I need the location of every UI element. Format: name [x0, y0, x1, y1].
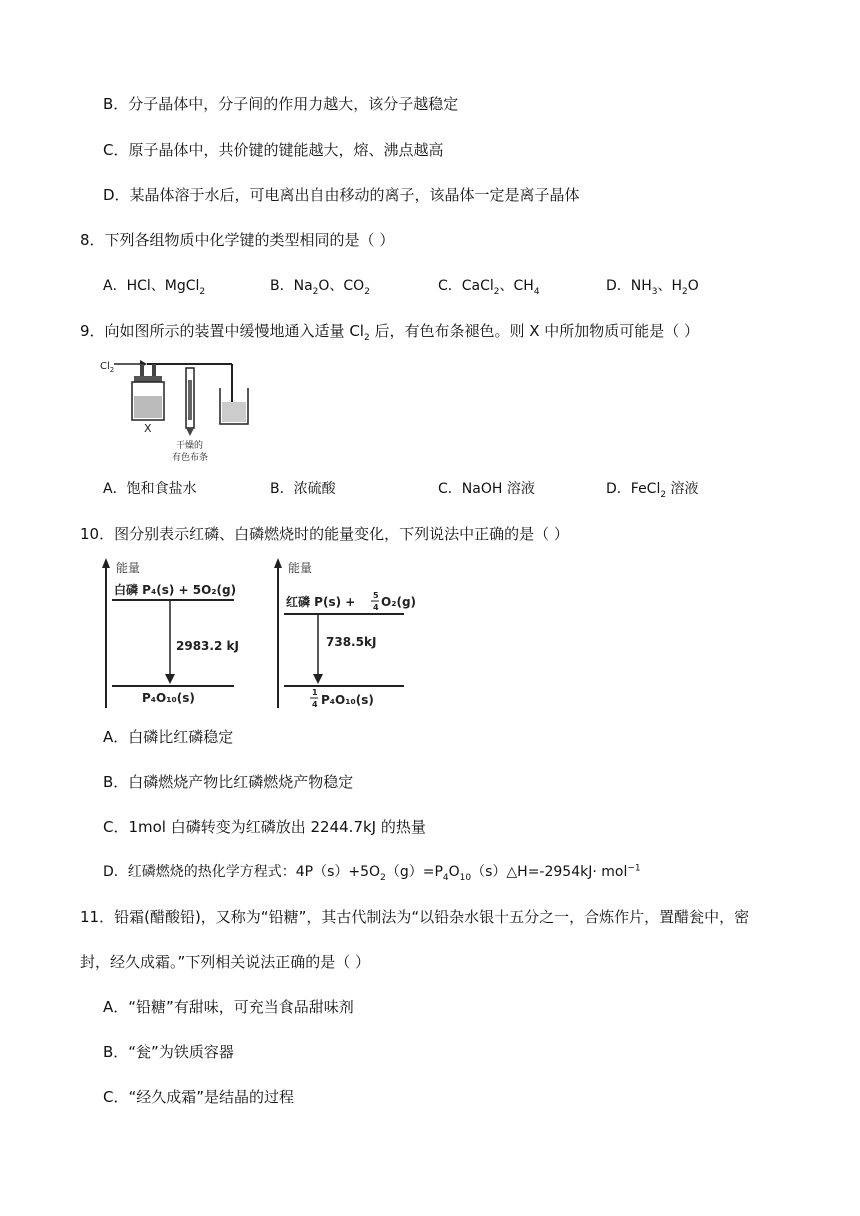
left-energy-value: 2983.2 kJ: [176, 639, 239, 653]
q7-option-b: B．分子晶体中，分子间的作用力越大，该分子越稳定: [103, 95, 459, 113]
q10-option-b: B．白磷燃烧产物比红磷燃烧产物稳定: [103, 773, 354, 791]
q11-stem-line1: 11．铅霜(醋酸铅)，又称为“铅糖”，其古代制法为“以铅杂水银十五分之一，合炼作片，置醋瓮中，密: [80, 908, 750, 926]
fig-bottle-liquid: [134, 396, 162, 418]
fig-label-dry: 干燥的: [176, 441, 204, 451]
right-axis-label: 能量: [288, 561, 313, 575]
q10-option-a: A．白磷比红磷稳定: [103, 728, 234, 746]
q11-stem-line2: 封，经久成霜。”下列相关说法正确的是（ ）: [80, 953, 371, 971]
q9-option-a: A．饱和食盐水: [103, 481, 197, 497]
q8-option-d: D．$NH_3$、$H_2O$: [606, 278, 699, 297]
q7-option-d: D．某晶体溶于水后，可电离出自由移动的离子，该晶体一定是离子晶体: [103, 186, 580, 204]
left-arrow-head-icon: [165, 674, 175, 684]
q11-option-a: A．“铅糖”有甜味，可充当食品甜味剂: [103, 998, 354, 1016]
q10-stem: 10．图分别表示红磷、白磷燃烧时的能量变化，下列说法中正确的是（ ）: [80, 525, 569, 543]
fig-label-cloth: 有色布条: [172, 453, 209, 463]
q8-stem: 8．下列各组物质中化学键的类型相同的是（ ）: [80, 231, 395, 249]
energy-diagram-red-phosphorus: [270, 556, 417, 712]
left-axis-label: 能量: [116, 561, 141, 575]
energy-diagram-white-phosphorus: [98, 556, 238, 712]
right-bottom-frac-num: 1: [312, 688, 318, 697]
left-top-level-label: 白磷 P₄(s) + 5O₂(g): [114, 583, 237, 597]
right-energy-value: 738.5kJ: [326, 635, 377, 649]
right-arrow-head-icon: [313, 674, 323, 684]
q9-option-b: B．浓硫酸: [270, 481, 336, 497]
svg-text:O₂(g): O₂(g): [381, 595, 417, 609]
fig-bottle-stopper: [134, 376, 162, 382]
right-top-level-label: 红磷 P(s) +: [286, 595, 356, 609]
apparatus-figure: [100, 350, 260, 462]
q8-option-c: C．CaCl$_2$、$CH_4$: [438, 278, 540, 297]
left-bottom-level-label: P₄O₁₀(s): [142, 691, 195, 705]
right-bottom-frac-den: 4: [312, 700, 318, 709]
q10-option-c: C．1mol 白磷转变为红磷放出 2244.7kJ 的热量: [103, 818, 426, 836]
q10-option-d: D．红磷燃烧的热化学方程式：$4P(s)+5O_2(g)=P_4O_{10}(s)\triangle H=-2954kJ\cdot mol^{-1}$: [103, 863, 641, 883]
q9-option-d: D．FeCl$_2$ 溶液: [606, 481, 699, 500]
q8-option-b: B．$Na_2O$、$CO_2$: [270, 278, 370, 297]
svg-text:4: 4: [373, 603, 379, 612]
fig-beaker-liquid: [222, 402, 246, 422]
q7-option-c: C．原子晶体中，共价键的键能越大，熔、沸点越高: [103, 141, 444, 159]
q9-option-c: C．NaOH 溶液: [438, 481, 535, 497]
q11-option-b: B．“瓮”为铁质容器: [103, 1043, 234, 1061]
q9-stem: 9．向如图所示的装置中缓慢地通入适量 $Cl_2$ 后，有色布条褪色。则 X 中所加物质可能是（ ）: [80, 322, 700, 343]
fig-cl2-label: $Cl_2$: [100, 361, 115, 374]
fig-x-label: X: [144, 422, 152, 435]
svg-text:5: 5: [373, 591, 379, 600]
q8-option-a: A．HCl、MgCl$_2$: [103, 278, 206, 297]
left-axis-arrow-icon: [102, 558, 110, 568]
right-axis-arrow-icon: [274, 558, 282, 568]
q11-option-c: C．“经久成霜”是结晶的过程: [103, 1088, 295, 1106]
right-bottom-level-label: P₄O₁₀(s): [321, 693, 374, 707]
